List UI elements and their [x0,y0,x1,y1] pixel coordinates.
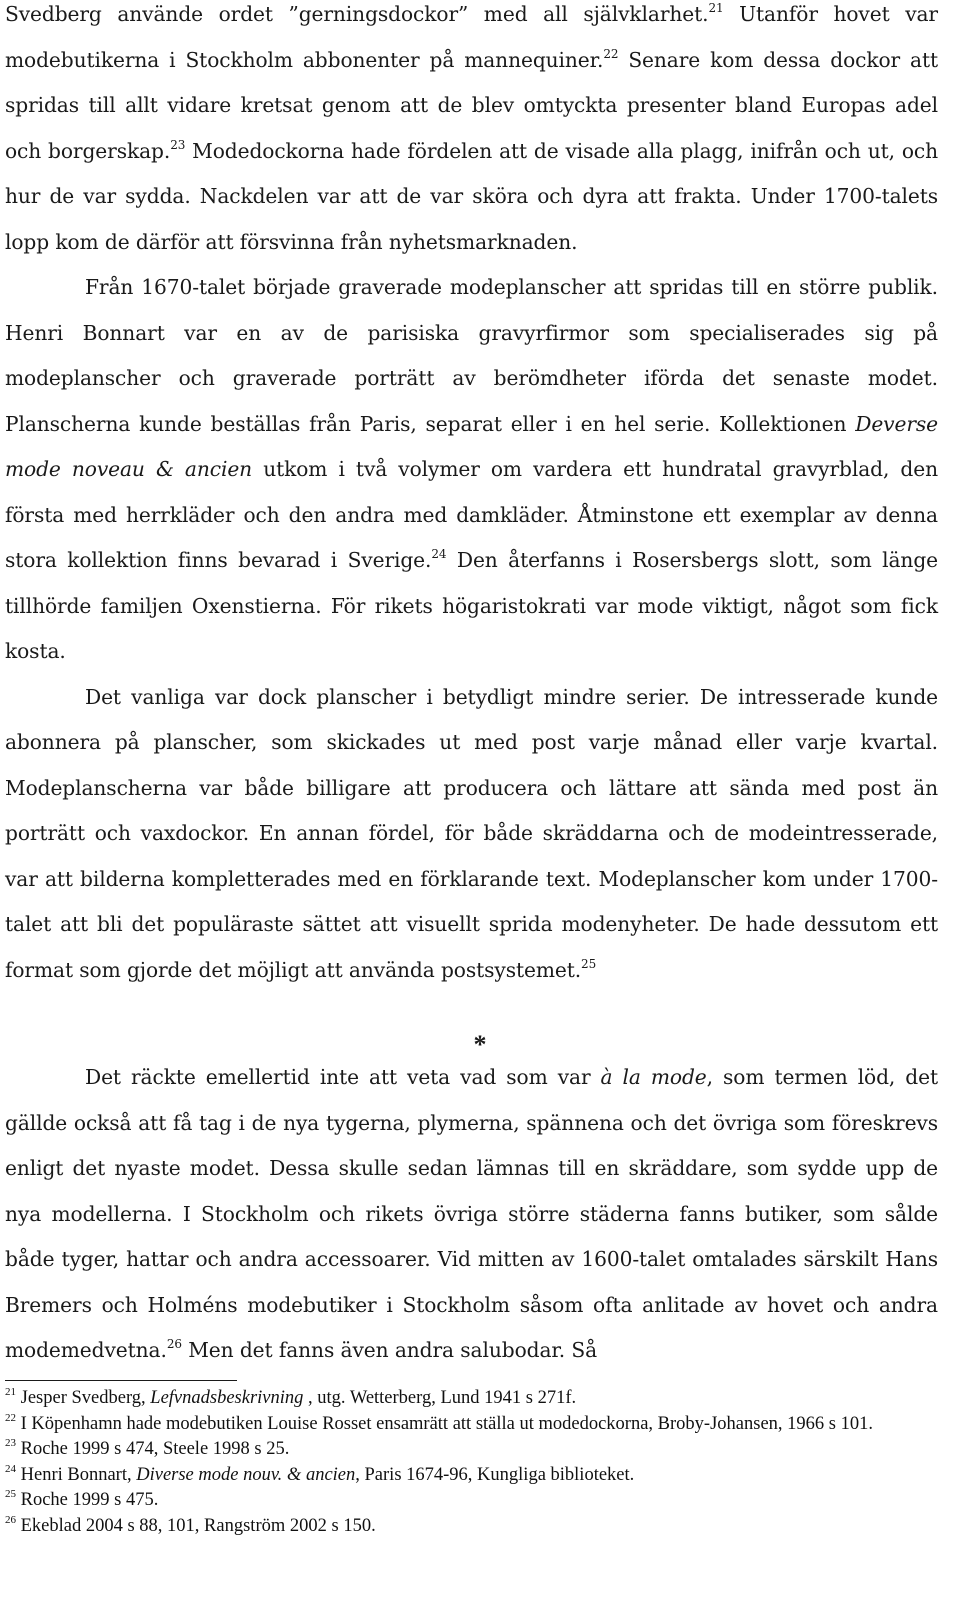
footnote-ref: 23 [170,137,186,152]
italic-title: Diverse mode nouv. & ancien [136,1464,356,1485]
text-run: Modedockorna hade fördelen att de visade alla plagg, inifrån och ut, och hur de var sydda. Nackdelen var att de var sköra och dyra att frakta. Under 1700-talets lopp kom de därför att försvinna från nyhetsmarknaden. [5,138,939,254]
footnote-divider [5,1380,237,1381]
paragraph [5,1055,938,1374]
footnote [5,1514,905,1540]
section-separator: * [473,1030,487,1059]
footnote-ref: 21 [708,1,724,15]
body-text-upper [5,0,938,993]
paragraph [5,265,938,675]
text-run: , som termen löd, det gällde också att få tag i de nya tygerna, plymerna, spännena och det övriga som föreskrevs enligt det nyaste modet. Dessa skulle sedan lämnas till en skräddare, som sydde upp de nya modellerna. I Stockholm och rikets övriga större städerna fanns butiker, som sålde både tyger, hattar och andra accessoarer. Vid mitten av 1600-talet omtalades särskilt Hans Bremers och Holméns modebutiker i Stockholm såsom ofta anlitade av hovet och andra modemedvetna. [5,1065,938,1362]
text-run: , Paris 1674-96, Kungliga biblioteket. [355,1464,635,1485]
text-run: , utg. Wetterberg, Lund 1941 s 271f. [303,1388,577,1408]
text-run: utkom i två volymer om vardera ett hundratal gravyrblad, den första med herrkläder och den andra med damkläder. Åtminstone ett exemplar av denna stora kollektion finns bevarad i Sverige. [5,457,938,572]
footnote [5,1463,905,1489]
footnote-number: 22 [5,1411,16,1424]
footnote [5,1488,905,1514]
text-run: Jesper Svedberg, [16,1388,151,1408]
footnote-number: 25 [5,1488,16,1500]
footnotes [5,1386,905,1539]
footnote-number: 26 [5,1513,16,1526]
text-run: Utanför hovet var modebutikerna i Stockholm abbonenter på mannequiner. [5,2,938,72]
footnote [5,1437,905,1463]
text-run: Svedberg använde ordet ”gerningsdockor” med all självklarhet. [5,2,709,26]
italic-title: Lefvnadsbeskrivning [150,1388,304,1408]
paragraph [5,0,938,265]
italic-title: à la mode [600,1065,707,1089]
footnote [5,1386,905,1412]
text-run: Men det fanns även andra salubodar. Så [181,1338,598,1362]
footnote-number: 23 [5,1437,16,1449]
text-run: Det vanliga var dock planscher i betydligt mindre serier. De intresserade kunde abonnera på planscher, som skickades ut med post varje månad eller varje kvartal. Modeplanscherna var både billigare att producera och lättare att sända med post än porträtt och vaxdockor. En annan fördel, för både skräddarna och de modeintresserade, var att bilderna kompletterades med en förklarande text. Modeplanscher kom under 1700-talet att bli det populäraste sättet att visuellt sprida modenyheter. De hade dessutom ett format som gjorde det möjligt att använda postsystemet. [5,684,938,982]
text-run: Ekeblad 2004 s 88, 101, Rangström 2002 s 150. [16,1515,376,1536]
italic-title: Deverse mode noveau & ancien [5,411,938,481]
footnote-ref: 24 [431,547,447,561]
text-run: Roche 1999 s 474, Steele 1998 s 25. [16,1439,290,1459]
text-run: Från 1670-talet började graverade modeplanscher att spridas till en större publik. Henri Bonnart var en av de parisiska gravyrfirmor som specialiserades sig på modeplanscher och graverade porträtt av berömdheter iförda det senaste modet. Planscherna kunde beställas från Paris, separat eller i en hel serie. Kollektionen [5,275,938,436]
footnote-ref: 25 [581,956,597,971]
text-run: Det räckte emellertid inte att veta vad som var [85,1065,601,1089]
footnote [5,1412,905,1438]
footnote-ref: 22 [603,46,619,61]
text-run: Senare kom dessa dockor att spridas till allt vidare kretsat genom att de blev omtyckta presenter bland Europas adel och borgerskap. [5,47,939,163]
text-run: I Köpenhamn hade modebutiken Louise Rosset ensamrätt att ställa ut modedockorna, Broby-Johansen, 1966 s 101. [16,1413,873,1434]
paragraph [5,675,938,994]
body-text-lower [5,1055,938,1374]
footnote-number: 24 [5,1462,16,1475]
text-run: Henri Bonnart, [16,1464,137,1485]
footnote-number: 21 [5,1386,16,1398]
footnote-ref: 26 [166,1337,182,1351]
text-run: Roche 1999 s 475. [16,1490,159,1510]
text-run: Den återfanns i Rosersbergs slott, som länge tillhörde familjen Oxenstierna. För rikets högaristokrati var mode viktigt, något som fick kosta. [5,548,938,663]
